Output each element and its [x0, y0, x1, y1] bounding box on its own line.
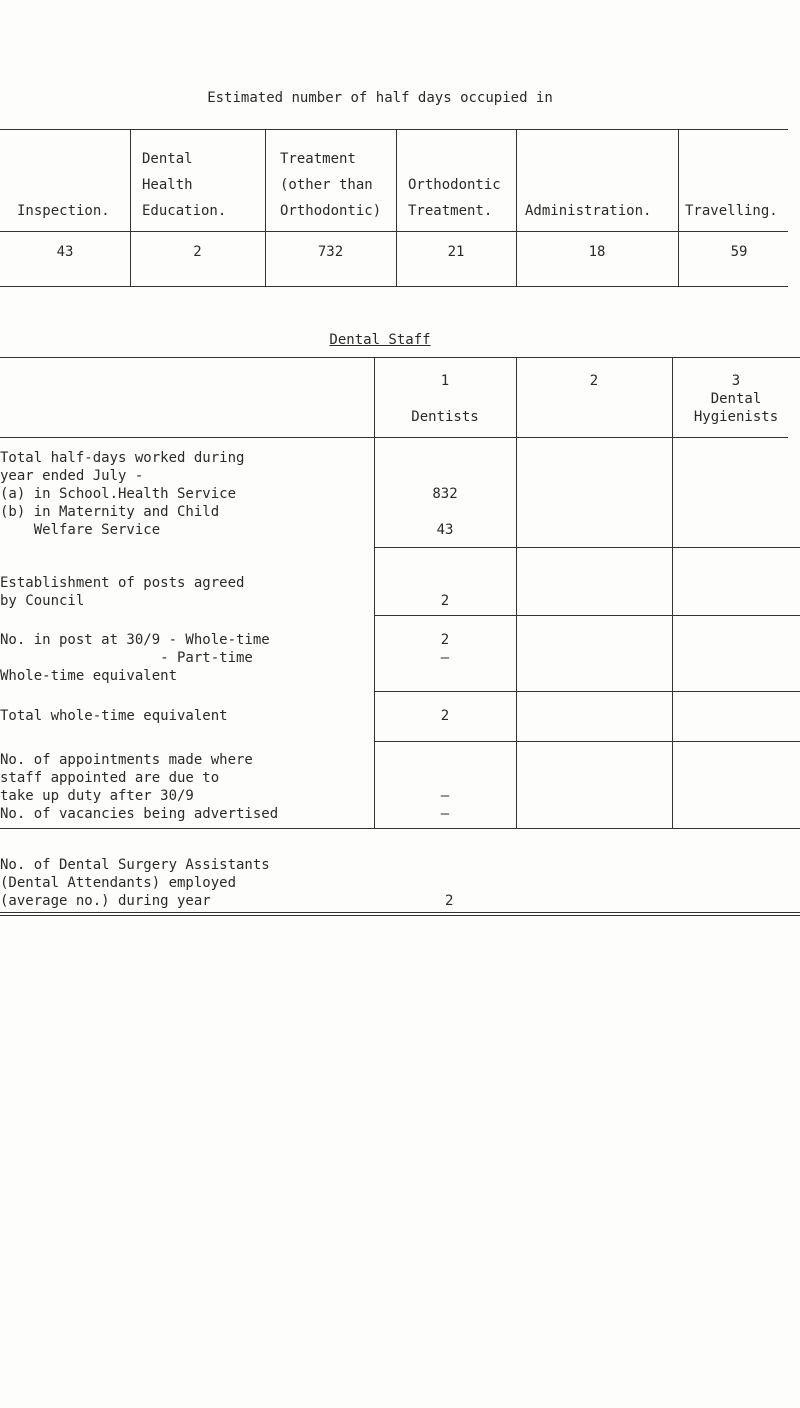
header-orthodontic-2: Treatment.	[408, 203, 493, 219]
row-appointments-3: take up duty after 30/9	[0, 788, 194, 804]
row-vacancies: No. of vacancies being advertised	[0, 806, 279, 822]
footer-line-3: (average no.) during year	[0, 893, 211, 909]
value-maternity: 43	[436, 522, 454, 538]
value-part-time: –	[440, 650, 450, 666]
header-inspection: Inspection.	[17, 203, 110, 219]
footer-value: 2	[445, 893, 454, 909]
col1-number: 1	[440, 373, 450, 389]
value-travelling: 59	[730, 244, 748, 260]
row-establishment-1: Establishment of posts agreed	[0, 575, 245, 591]
footer-line-1: No. of Dental Surgery Assistants	[0, 857, 270, 873]
header-dhe-2: Health	[142, 177, 193, 193]
value-whole-time: 2	[440, 632, 450, 648]
value-vacancies: –	[440, 806, 450, 822]
value-orthodontic: 21	[447, 244, 465, 260]
header-dhe-1: Dental	[142, 151, 193, 167]
page-title: Estimated number of half days occupied in	[207, 90, 553, 106]
header-treatment-3: Orthodontic)	[280, 203, 382, 219]
col3-number: 3	[731, 373, 741, 389]
header-dhe-3: Education.	[142, 203, 227, 219]
row-appointments-2: staff appointed are due to	[0, 770, 220, 786]
header-travelling: Travelling.	[685, 203, 778, 219]
col1-label: Dentists	[411, 409, 479, 425]
row-total-half-days-1: Total half-days worked during	[0, 450, 245, 466]
row-total-half-days-5: Welfare Service	[0, 522, 161, 538]
row-total-half-days-2: year ended July -	[0, 468, 144, 484]
row-in-post-2: - Part-time	[0, 650, 253, 666]
value-total-wte: 2	[440, 708, 450, 724]
value-inspection: 43	[56, 244, 74, 260]
col3-label-2: Hygienists	[693, 409, 779, 425]
value-dhe: 2	[193, 244, 202, 260]
value-establishment: 2	[440, 593, 450, 609]
col3-label-1: Dental	[710, 391, 762, 407]
row-in-post-1: No. in post at 30/9 - Whole-time	[0, 632, 270, 648]
header-treatment-2: (other than	[280, 177, 373, 193]
col2-number: 2	[589, 373, 599, 389]
value-appointments: –	[440, 788, 450, 804]
row-establishment-2: by Council	[0, 593, 85, 609]
row-in-post-3: Whole-time equivalent	[0, 668, 178, 684]
value-administration: 18	[588, 244, 606, 260]
row-total-half-days-4: (b) in Maternity and Child	[0, 504, 220, 520]
header-administration: Administration.	[525, 203, 652, 219]
footer-line-2: (Dental Attendants) employed	[0, 875, 237, 891]
header-orthodontic-1: Orthodontic	[408, 177, 501, 193]
row-appointments-1: No. of appointments made where	[0, 752, 253, 768]
row-total-half-days-3: (a) in School.Health Service	[0, 486, 237, 502]
value-treatment: 732	[317, 244, 344, 260]
header-treatment-1: Treatment	[280, 151, 356, 167]
row-total-wte: Total whole-time equivalent	[0, 708, 228, 724]
staff-title: Dental Staff	[329, 332, 431, 348]
value-school-health: 832	[432, 486, 458, 502]
